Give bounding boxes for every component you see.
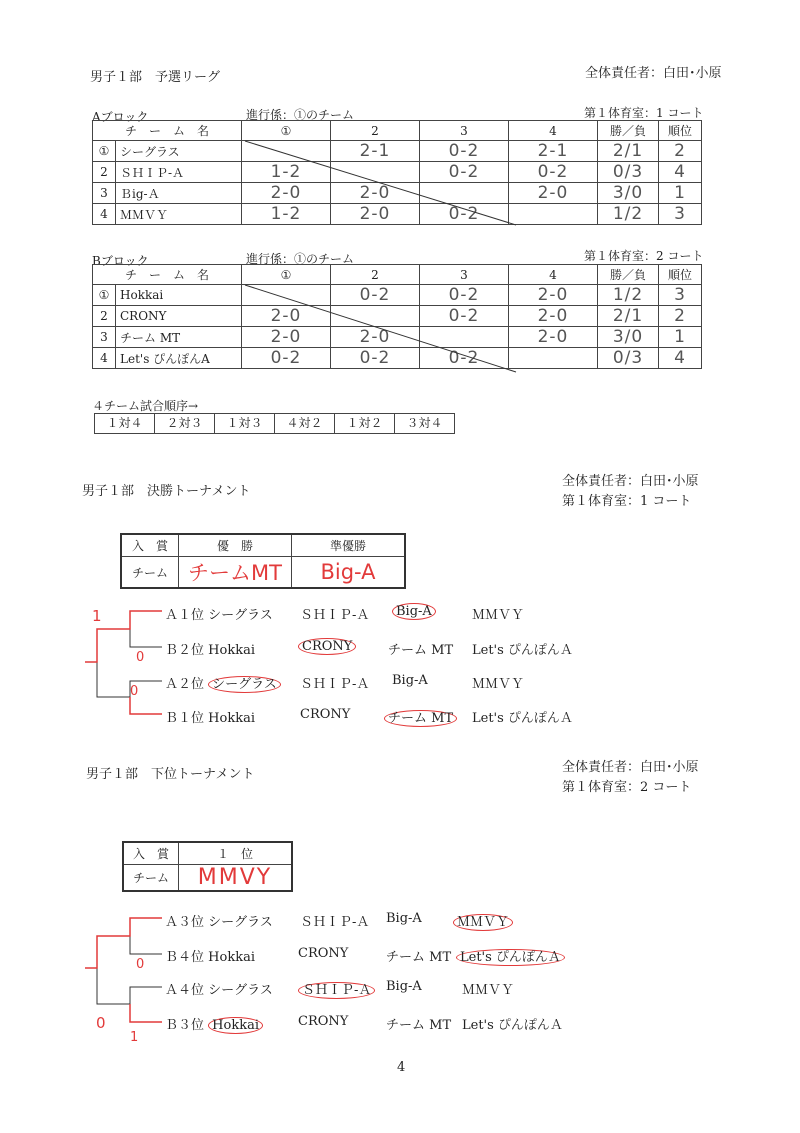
score-cell: 1-2 <box>242 162 331 183</box>
row-no: ① <box>93 141 116 162</box>
rank-cell: 2 <box>659 141 702 162</box>
score-cell: 1-2 <box>242 204 331 225</box>
award-header: 入 賞 <box>121 534 179 557</box>
award-header: 優 勝 <box>179 534 292 557</box>
first-place-value: MMVY <box>179 865 293 892</box>
team-option: Hokkai <box>208 950 255 965</box>
team-option: Let's ぴんぽんＡ <box>462 1018 563 1033</box>
team-option: Hokkai <box>208 711 255 726</box>
team-option: ＭＭＶＹ <box>472 677 525 692</box>
team-option: Let's ぴんぽんＡ <box>472 643 573 658</box>
score-cell: 0-2 <box>420 162 509 183</box>
team-option: シーグラス <box>208 608 273 623</box>
seed-label: Ｂ２位 <box>165 643 205 658</box>
rank-cell: 4 <box>659 348 702 369</box>
score-cell: 2-1 <box>331 141 420 162</box>
score-cell: 0-2 <box>420 348 509 369</box>
team-option: ＭＭＶＹ <box>462 983 515 998</box>
col-header-wl: 勝／負 <box>598 265 659 285</box>
col-header-2: 2 <box>331 121 420 141</box>
rank-cell: 3 <box>659 285 702 306</box>
seed-label: Ｂ１位 <box>165 711 205 726</box>
score-cell: 0-2 <box>242 348 331 369</box>
team-option-selected: チーム MT <box>384 707 457 726</box>
seed-label: Ａ１位 <box>165 608 205 623</box>
seed-label: Ａ４位 <box>165 983 205 998</box>
prelim-title: 男子１部 予選リーグ <box>90 70 221 85</box>
team-option-selected: ＳＨＩＰ-Ａ <box>298 979 375 998</box>
match-order-item: １対２ <box>334 413 395 434</box>
score-cell: 0-2 <box>420 306 509 327</box>
col-header-1: ① <box>242 265 331 285</box>
team-option: CRONY <box>298 946 349 961</box>
score-mark: 0 <box>136 650 145 665</box>
team-option: チーム MT <box>388 643 454 658</box>
row-no: 2 <box>93 162 116 183</box>
team-option: ＭＭＶＹ <box>472 608 525 623</box>
final-responsible: 全体責任者：白田･小原 <box>562 474 699 489</box>
block-a-court: 第１体育室：1 コート <box>584 106 704 120</box>
match-order-item: ４対２ <box>274 413 335 434</box>
team-option-selected: CRONY <box>298 639 356 654</box>
team-option: Big-A <box>392 673 428 688</box>
award-header: 入 賞 <box>123 842 179 865</box>
match-order-label: ４チーム試合順序→ <box>92 399 199 413</box>
score-mark: 0 <box>96 1014 106 1032</box>
seed-label: Ｂ４位 <box>165 950 205 965</box>
row-team: ＳＨＩＰ-Ａ <box>116 162 242 183</box>
team-option-selected: シーグラス <box>208 676 281 693</box>
team-option: ＳＨＩＰ-Ａ <box>300 608 370 623</box>
team-option: Let's ぴんぽんＡ <box>472 711 573 726</box>
block-b-progress: 進行係：①のチーム <box>246 252 355 266</box>
score-cell: 2-0 <box>509 183 598 204</box>
win-loss-cell: 1/2 <box>598 285 659 306</box>
prelim-responsible: 全体責任者：白田･小原 <box>585 66 722 81</box>
col-header-3: 3 <box>420 265 509 285</box>
team-option-selected: ＭＭＶＹ <box>453 911 513 930</box>
final-title: 男子１部 決勝トーナメント <box>82 484 251 499</box>
team-option: Hokkai <box>208 643 255 658</box>
win-loss-cell: 0/3 <box>598 162 659 183</box>
col-header-3: 3 <box>420 121 509 141</box>
win-loss-cell: 1/2 <box>598 204 659 225</box>
score-mark: 1 <box>92 607 102 625</box>
score-cell: 0-2 <box>331 348 420 369</box>
team-option: CRONY <box>300 707 351 722</box>
block-a-name: Aブロック <box>92 110 149 124</box>
winner-value: チームMT <box>179 557 292 589</box>
row-no: 3 <box>93 327 116 348</box>
seed-label: Ａ３位 <box>165 915 205 930</box>
score-cell: 2-0 <box>331 327 420 348</box>
col-header-team: チ ー ム 名 <box>93 265 242 285</box>
lower-title: 男子１部 下位トーナメント <box>86 767 255 782</box>
match-order-item: ２対３ <box>154 413 215 434</box>
win-loss-cell: 3/0 <box>598 327 659 348</box>
team-option: ＳＨＩＰ-Ａ <box>300 915 370 930</box>
score-cell: 2-0 <box>242 183 331 204</box>
row-team: Ｂig-Ａ <box>116 183 242 204</box>
score-cell: 2-0 <box>331 204 420 225</box>
award-row-label: チーム <box>121 557 179 589</box>
team-option-selected: Big-A <box>392 604 436 619</box>
score-cell: 2-0 <box>242 327 331 348</box>
col-header-rank: 順位 <box>659 121 702 141</box>
block-b-court: 第１体育室：2 コート <box>584 249 704 263</box>
team-option: チーム MT <box>386 950 452 965</box>
score-cell: 2-0 <box>331 183 420 204</box>
score-cell: 2-0 <box>509 327 598 348</box>
win-loss-cell: 2/1 <box>598 306 659 327</box>
win-loss-cell: 3/0 <box>598 183 659 204</box>
score-cell: 2-0 <box>242 306 331 327</box>
page-number: 4 <box>397 1060 406 1075</box>
score-cell: 2-0 <box>509 285 598 306</box>
team-option: シーグラス <box>208 915 273 930</box>
col-header-wl: 勝／負 <box>598 121 659 141</box>
score-cell: 0-2 <box>331 285 420 306</box>
award-header: １ 位 <box>179 842 293 865</box>
score-cell: 0-2 <box>420 141 509 162</box>
rank-cell: 3 <box>659 204 702 225</box>
row-no: 4 <box>93 348 116 369</box>
rank-cell: 4 <box>659 162 702 183</box>
score-cell: 2-1 <box>509 141 598 162</box>
row-team: ＭＭＶＹ <box>116 204 242 225</box>
award-row-label: チーム <box>123 865 179 892</box>
seed-label: Ａ２位 <box>165 677 205 692</box>
lower-responsible: 全体責任者：白田･小原 <box>562 760 699 775</box>
score-cell: 2-0 <box>509 306 598 327</box>
seed-label: Ｂ３位 <box>165 1018 205 1033</box>
team-option: ＳＨＩＰ-Ａ <box>300 677 370 692</box>
col-header-4: 4 <box>509 265 598 285</box>
row-team: Hokkai <box>116 285 242 306</box>
score-mark: 0 <box>136 957 145 972</box>
row-team: CRONY <box>116 306 242 327</box>
row-team: シーグラス <box>116 141 242 162</box>
col-header-4: 4 <box>509 121 598 141</box>
score-cell: 0-2 <box>420 285 509 306</box>
score-cell: 0-2 <box>509 162 598 183</box>
team-option: チーム MT <box>386 1018 452 1033</box>
lower-court: 第１体育室：2 コート <box>562 780 692 795</box>
rank-cell: 2 <box>659 306 702 327</box>
team-option: Big-A <box>386 911 422 926</box>
team-option: CRONY <box>298 1014 349 1029</box>
row-no: 4 <box>93 204 116 225</box>
team-option-selected: Hokkai <box>208 1017 263 1034</box>
win-loss-cell: 2/1 <box>598 141 659 162</box>
team-option: シーグラス <box>208 983 273 998</box>
rank-cell: 1 <box>659 183 702 204</box>
row-no: 2 <box>93 306 116 327</box>
score-cell: 0-2 <box>420 204 509 225</box>
win-loss-cell: 0/3 <box>598 348 659 369</box>
rank-cell: 1 <box>659 327 702 348</box>
col-header-rank: 順位 <box>659 265 702 285</box>
award-header: 準優勝 <box>292 534 406 557</box>
row-team: Let's ぴんぽんA <box>116 348 242 369</box>
score-mark: 1 <box>130 1030 139 1045</box>
col-header-team: チ ー ム 名 <box>93 121 242 141</box>
col-header-1: ① <box>242 121 331 141</box>
match-order-item: ３対４ <box>394 413 455 434</box>
row-no: 3 <box>93 183 116 204</box>
team-option-selected: Let's ぴんぽんＡ <box>456 946 565 965</box>
final-court: 第１体育室：1 コート <box>562 494 692 509</box>
match-order-item: １対４ <box>94 413 155 434</box>
row-team: チーム MT <box>116 327 242 348</box>
row-no: ① <box>93 285 116 306</box>
runner-up-value: Big-A <box>292 557 406 589</box>
col-header-2: 2 <box>331 265 420 285</box>
score-mark: 0 <box>130 684 139 699</box>
block-a-progress: 進行係：①のチーム <box>246 108 355 122</box>
team-option: Big-A <box>386 979 422 994</box>
match-order-item: １対３ <box>214 413 275 434</box>
block-b-name: Bブロック <box>92 254 149 268</box>
